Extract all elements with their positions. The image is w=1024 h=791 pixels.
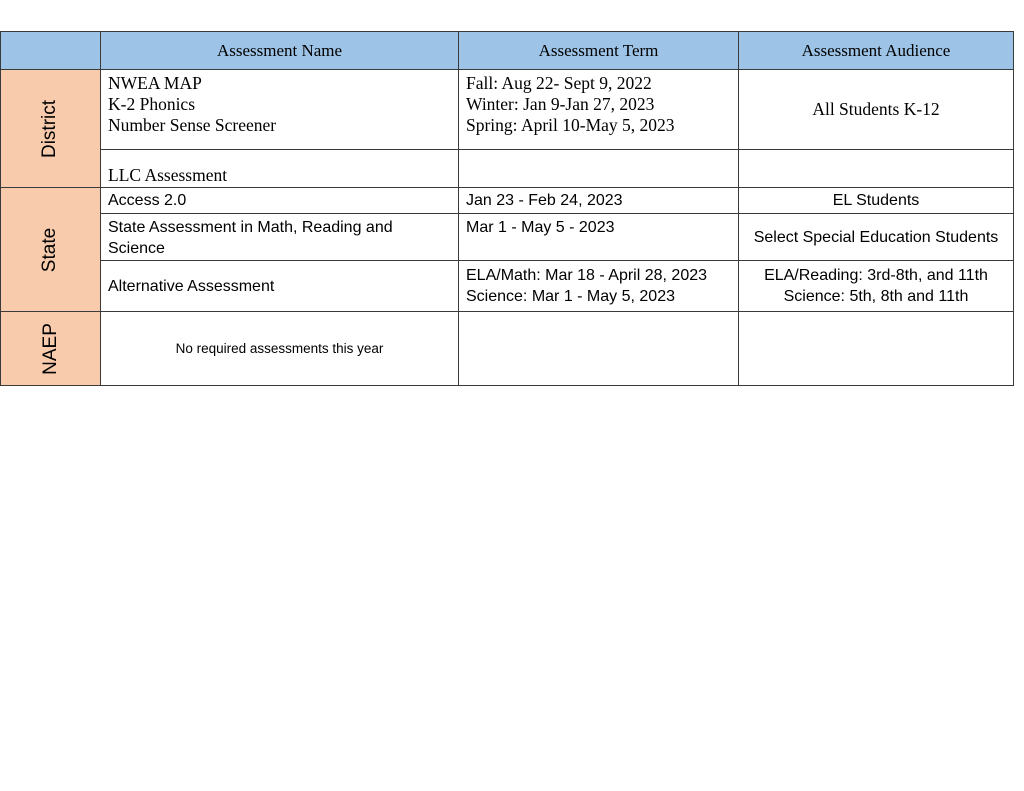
name-line: K-2 Phonics (108, 94, 196, 114)
cell-term (459, 70, 739, 150)
assessment-table (0, 31, 1014, 386)
name-line: NWEA MAP (108, 73, 202, 93)
cell-audience: Select Special Education Students (739, 214, 1014, 261)
group-state (1, 188, 101, 312)
header-row (1, 32, 1014, 70)
cell-name: Alternative Assessment (101, 261, 459, 312)
cell-term: Jan 23 - Feb 24, 2023 (459, 188, 739, 214)
table-row (1, 188, 1014, 214)
cell-name (101, 214, 459, 261)
group-label-state: State (39, 227, 61, 272)
group-label-district: District (39, 99, 61, 158)
group-district (1, 70, 101, 188)
header-assessment-name: Assessment Name (101, 32, 459, 70)
term-line: Spring: April 10-May 5, 2023 (466, 115, 675, 135)
name-line: State Assessment in Math, Reading and (108, 219, 393, 236)
table-row (1, 261, 1014, 312)
name-line: Number Sense Screener (108, 115, 277, 135)
audience-line: Science: 5th, 8th and 11th (783, 288, 969, 305)
cell-audience (739, 150, 1014, 188)
cell-audience (739, 312, 1014, 386)
table-row (1, 214, 1014, 261)
cell-term (459, 312, 739, 386)
cell-audience: EL Students (739, 188, 1014, 214)
term-line: ELA/Math: Mar 18 - April 28, 2023 (466, 267, 708, 284)
header-corner (1, 32, 101, 70)
cell-name: LLC Assessment (101, 150, 459, 188)
cell-term (459, 261, 739, 312)
table-row (1, 312, 1014, 386)
table-row (1, 150, 1014, 188)
group-naep (1, 312, 101, 386)
cell-term: Mar 1 - May 5 - 2023 (459, 214, 739, 261)
term-line: Winter: Jan 9-Jan 27, 2023 (466, 94, 655, 114)
audience-line: ELA/Reading: 3rd-8th, and 11th (764, 267, 988, 284)
header-assessment-term: Assessment Term (459, 32, 739, 70)
table-row (1, 70, 1014, 150)
cell-name: No required assessments this year (101, 312, 459, 386)
header-assessment-audience: Assessment Audience (739, 32, 1014, 70)
cell-name: Access 2.0 (101, 188, 459, 214)
term-line: Fall: Aug 22- Sept 9, 2022 (466, 73, 652, 93)
cell-term (459, 150, 739, 188)
cell-audience (739, 261, 1014, 312)
cell-audience: All Students K-12 (739, 70, 1014, 150)
group-label-naep: NAEP (39, 322, 61, 375)
term-line: Science: Mar 1 - May 5, 2023 (466, 288, 675, 305)
cell-name (101, 70, 459, 150)
name-line: Science (108, 240, 165, 257)
